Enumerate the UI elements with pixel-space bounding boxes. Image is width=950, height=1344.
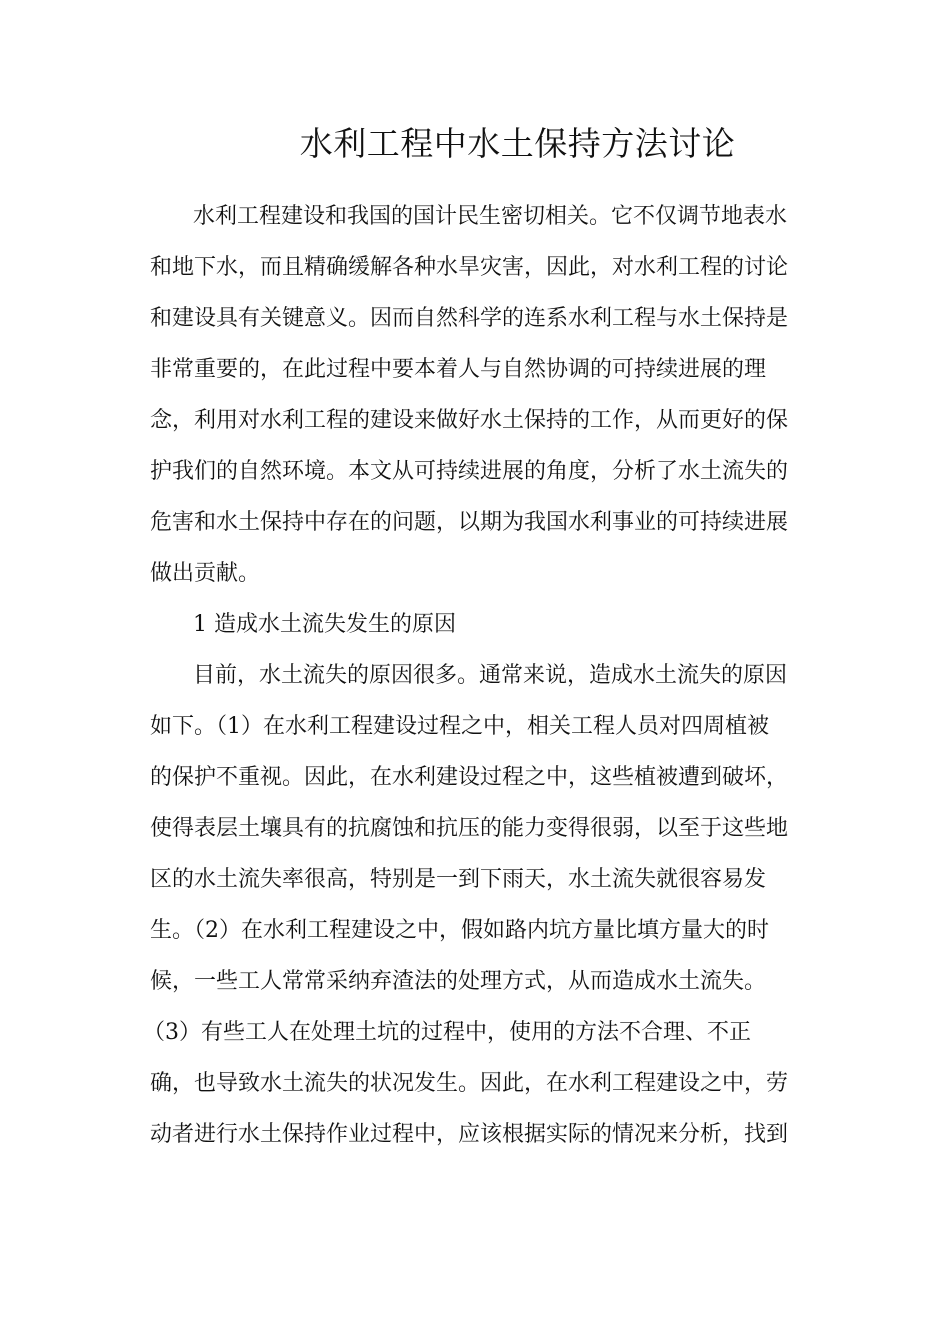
document-title: 水利工程中水土保持方法讨论 bbox=[299, 124, 736, 163]
text-line: 生。（2）在水利工程建设之中，假如路内坑方量比填方量大的时 bbox=[150, 918, 769, 943]
text-line: 和地下水，而且精确缓解各种水旱灾害，因此，对水利工程的讨论 bbox=[150, 255, 789, 280]
text-line: 护我们的自然环境。本文从可持续进展的角度，分析了水土流失的 bbox=[150, 459, 789, 484]
text-line: 做出贡献。 bbox=[150, 561, 261, 586]
text-line: （3）有些工人在处理土坑的过程中，使用的方法不合理、不正 bbox=[143, 1020, 751, 1045]
text-line: 非常重要的，在此过程中要本着人与自然协调的可持续进展的理 bbox=[150, 357, 767, 382]
text-line: 念，利用对水利工程的建设来做好水土保持的工作，从而更好的保 bbox=[150, 408, 789, 433]
text-line: 的保护不重视。因此，在水利建设过程之中，这些植被遭到破坏， bbox=[150, 765, 789, 790]
text-line: 动者进行水土保持作业过程中，应该根据实际的情况来分析，找到 bbox=[150, 1122, 789, 1147]
text-line: 候，一些工人常常采纳弃渣法的处理方式，从而造成水土流失。 bbox=[150, 969, 767, 994]
text-line: 区的水土流失率很高，特别是一到下雨天，水土流失就很容易发 bbox=[150, 867, 767, 892]
text-line: 危害和水土保持中存在的问题，以期为我国水利事业的可持续进展 bbox=[150, 510, 789, 535]
text-line: 使得表层土壤具有的抗腐蚀和抗压的能力变得很弱，以至于这些地 bbox=[150, 816, 789, 841]
text-line: 确，也导致水土流失的状况发生。因此，在水利工程建设之中，劳 bbox=[150, 1071, 789, 1096]
text-line: 目前，水土流失的原因很多。通常来说，造成水土流失的原因 bbox=[193, 663, 788, 688]
text-line: 如下。（1）在水利工程建设过程之中，相关工程人员对四周植被 bbox=[150, 714, 769, 739]
text-line: 水利工程建设和我国的国计民生密切相关。它不仅调节地表水 bbox=[193, 204, 788, 229]
section-heading: 1 造成水土流失发生的原因 bbox=[193, 612, 456, 637]
text-line: 和建设具有关键意义。因而自然科学的连系水利工程与水土保持是 bbox=[150, 306, 789, 331]
